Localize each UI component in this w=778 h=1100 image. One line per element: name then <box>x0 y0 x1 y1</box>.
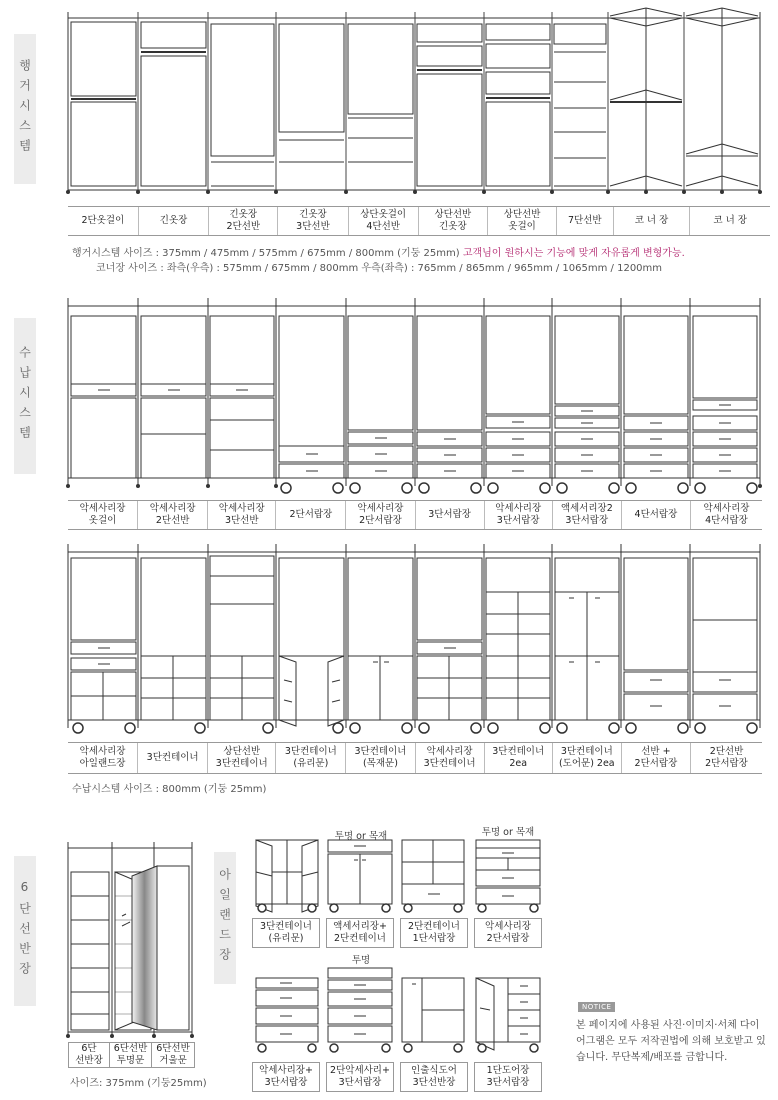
six-shelf-caption: 6단 선반장 <box>68 1042 110 1068</box>
hanger-caption-row <box>68 206 770 236</box>
island-top-label: 투명 or 목재 <box>481 827 535 838</box>
side-tab-label: 아일랜드장 <box>217 868 232 968</box>
caption: 긴옷장 2단선반 <box>209 207 278 235</box>
island-caption: 액세서리장+ 2단컨테이너 <box>326 918 394 948</box>
caption: 악세사리장 3단서랍장 <box>485 501 553 529</box>
side-tab-six-shelf <box>14 856 36 1006</box>
six-shelf-caption: 6단선반 거울문 <box>151 1042 195 1068</box>
six-shelf-caption: 6단선반 투명문 <box>109 1042 152 1068</box>
storage-size-note: 수납시스템 사이즈 : 800mm (기둥 25mm) <box>72 784 267 795</box>
caption: 악세사리장 아일랜드장 <box>68 743 138 773</box>
caption: 3단컨테이너 <box>138 743 208 773</box>
island-caption: 인출식도어 3단선반장 <box>400 1062 468 1092</box>
caption: 악세사리장 3단선반 <box>208 501 276 529</box>
side-tab-storage <box>14 318 36 474</box>
caption: 4단서랍장 <box>622 501 691 529</box>
island-caption: 악세사리장+ 3단서랍장 <box>252 1062 320 1092</box>
side-tab-label: 수납시스템 <box>17 346 32 446</box>
hanger-size-note <box>72 244 685 259</box>
caption: 악세사리장 3단컨테이너 <box>416 743 485 773</box>
side-tab-hanger <box>14 34 36 184</box>
caption: 악세사리장 옷걸이 <box>68 501 138 529</box>
island-caption: 3단컨테이너 (유리문) <box>252 918 320 948</box>
caption: 3단컨테이너 (목재문) <box>346 743 415 773</box>
storage-row1-diagram <box>60 294 772 498</box>
notice-badge: NOTICE <box>578 1002 615 1012</box>
side-tab-island <box>214 852 236 984</box>
caption: 코 너 장 <box>713 215 747 226</box>
caption: 7단선반 <box>557 207 614 235</box>
caption: 선반 + 2단서랍장 <box>622 743 691 773</box>
caption: 3단컨테이너 (도어문) 2ea <box>553 743 622 773</box>
caption: 2단서랍장 <box>276 501 346 529</box>
caption: 2단옷걸이 <box>68 207 139 235</box>
island-caption: 1단도어장 3단서랍장 <box>474 1062 542 1092</box>
hanger-size-highlight: 고객님이 원하시는 기능에 맞게 자유롭게 변형가능. <box>462 248 685 259</box>
six-shelf-diagram <box>62 836 198 1042</box>
side-tab-label: 행거시스템 <box>17 59 32 159</box>
storage-row1-caption-row <box>68 500 762 530</box>
island-top-label: 투명 <box>351 955 371 966</box>
caption: 악세사리장 2단서랍장 <box>346 501 415 529</box>
hanger-size-text: 행거시스템 사이즈 : 375mm / 475mm / 575mm / 675mm / 800mm (기둥 25mm) <box>72 248 460 259</box>
notice-text: 본 페이지에 사용된 사진·이미지·서체 다이어그램은 모두 저작권법에 의해 보호받고 있습니다. 무단복제/배포를 금합니다. <box>576 1020 766 1063</box>
storage-row2-caption-row <box>68 742 762 774</box>
caption: 상단선반 3단컨테이너 <box>208 743 276 773</box>
island-caption: 악세사리장 2단서랍장 <box>474 918 542 948</box>
caption: 긴옷장 <box>139 207 210 235</box>
caption: 상단선반 긴옷장 <box>419 207 489 235</box>
caption: 긴옷장 3단선반 <box>278 207 349 235</box>
island-caption: 2단악세사리+ 3단서랍장 <box>326 1062 394 1092</box>
caption: 액세서리장2 3단서랍장 <box>553 501 622 529</box>
caption: 상단선반 옷걸이 <box>488 207 557 235</box>
caption: 악세사리장 2단선반 <box>138 501 208 529</box>
caption: 2단선반 2단서랍장 <box>705 746 748 769</box>
caption: 악세사리장 4단서랍장 <box>703 503 750 526</box>
caption: 코 너 장 <box>614 207 691 235</box>
side-tab-label: 6단선반장 <box>17 880 32 982</box>
island-top-label: 투명 or 목재 <box>334 831 388 842</box>
caption: 3단컨테이너 (유리문) <box>276 743 346 773</box>
island-caption: 2단컨테이너 1단서랍장 <box>400 918 468 948</box>
storage-row2-diagram <box>60 540 772 740</box>
island-row2-diagram <box>250 964 548 1058</box>
six-shelf-size-note: 사이즈: 375mm (기둥25mm) <box>70 1078 207 1089</box>
corner-size-note: 코너장 사이즈 : 좌측(우측) : 575mm / 675mm / 800mm 우측(좌측) : 765mm / 865mm / 965mm / 1065mm / 1200mm <box>96 263 663 274</box>
hanger-system-diagram <box>60 4 772 204</box>
island-row1-diagram <box>250 836 548 916</box>
caption: 3단서랍장 <box>416 501 485 529</box>
caption: 상단옷걸이 4단선반 <box>349 207 419 235</box>
caption: 3단컨테이너 2ea <box>485 743 553 773</box>
